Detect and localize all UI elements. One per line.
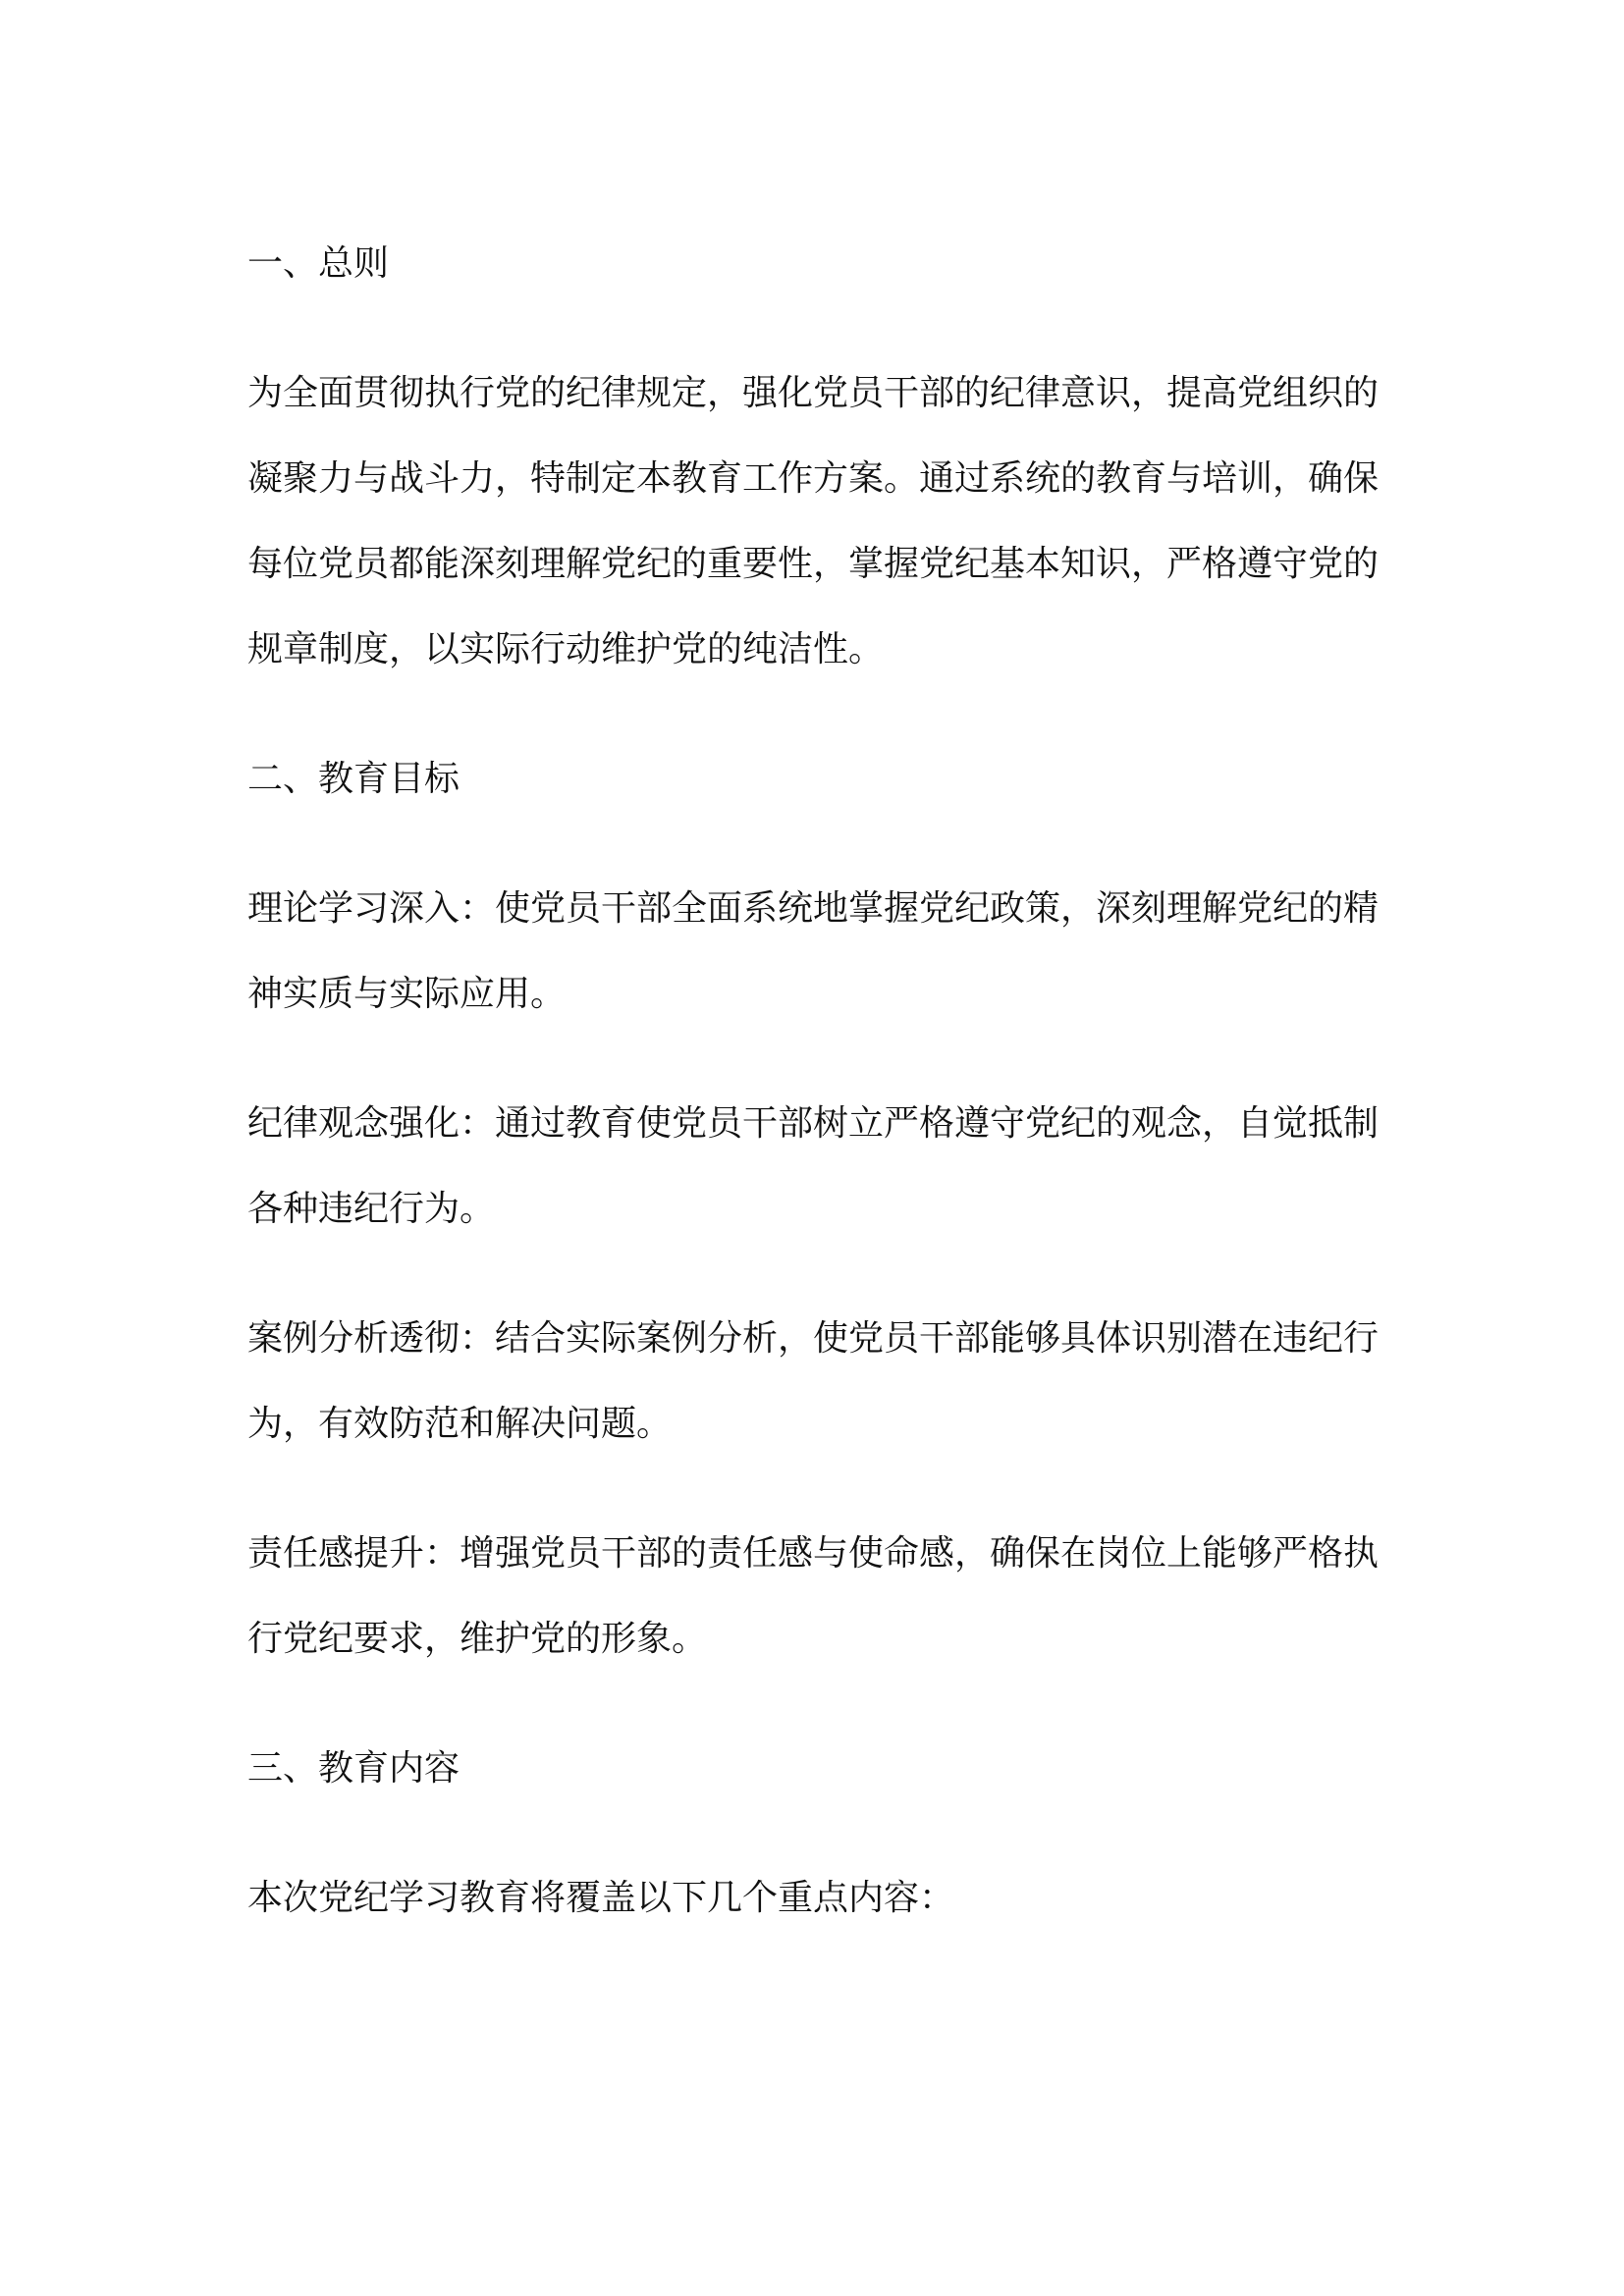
paragraph-goal-responsibility: 责任感提升：增强党员干部的责任感与使命感，确保在岗位上能够严格执行党纪要求，维护党的形象。 [247,1533,1380,1659]
paragraph-general-intro: 为全面贯彻执行党的纪律规定，强化党员干部的纪律意识，提高党组织的凝聚力与战斗力，特制定本教育工作方案。通过系统的教育与培训，确保每位党员都能深刻理解党纪的重要性，掌握党纪基本知识，严格遵守党的规章制度，以实际行动维护党的纯洁性。 [247,373,1380,669]
paragraph-goal-theory: 理论学习深入：使党员干部全面系统地掌握党纪政策，深刻理解党纪的精神实质与实际应用。 [247,888,1380,1014]
paragraph-content-intro: 本次党纪学习教育将覆盖以下几个重点内容： [247,1878,955,1918]
paragraph-goal-case-analysis: 案例分析透彻：结合实际案例分析，使党员干部能够具体识别潜在违纪行为，有效防范和解决问题。 [247,1318,1380,1444]
section-heading-education-content: 三、教育内容 [247,1748,460,1789]
section-heading-education-goals: 二、教育目标 [247,759,460,799]
section-heading-general: 一、总则 [247,243,390,284]
paragraph-goal-discipline: 纪律观念强化：通过教育使党员干部树立严格遵守党纪的观念，自觉抵制各种违纪行为。 [247,1103,1380,1229]
document-body [247,221,1386,1985]
